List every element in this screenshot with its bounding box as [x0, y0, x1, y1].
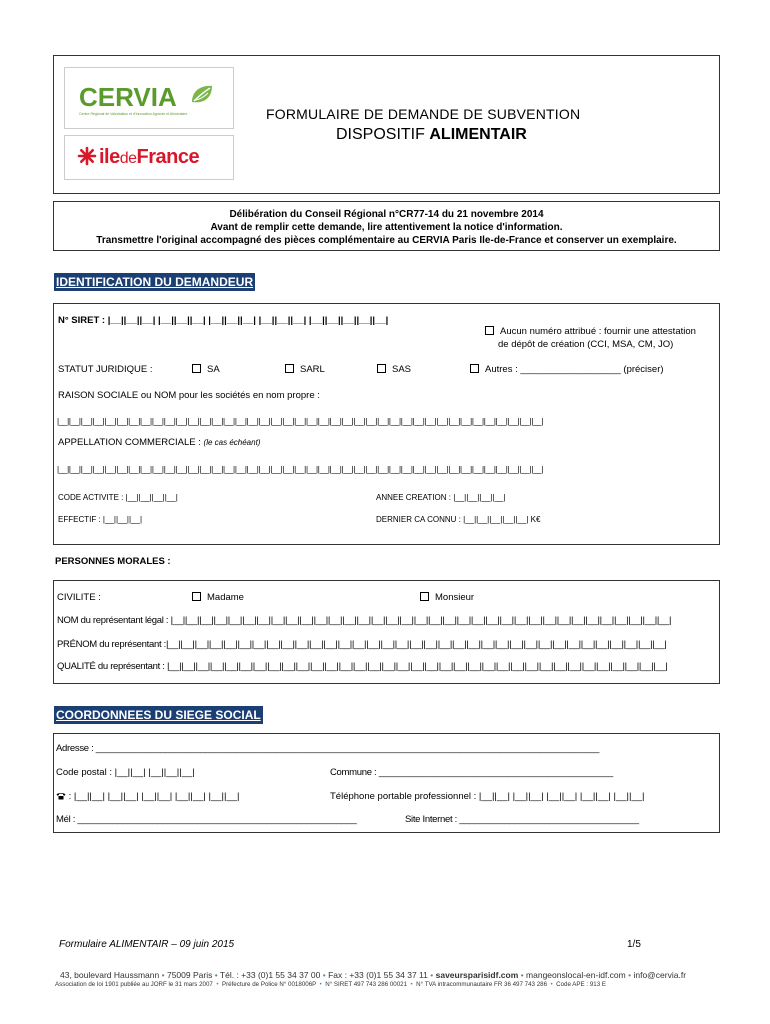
mel-field[interactable]: Mél : ________________________________________________________	[56, 814, 357, 825]
footer-email[interactable]: info@cervia.fr	[633, 970, 687, 980]
siret-field[interactable]	[58, 315, 388, 326]
personnes-morales-box	[53, 580, 720, 684]
legal-siret: N° SIRET 497 743 286 00021	[325, 981, 408, 988]
adresse-field[interactable]: Adresse : _____________________________________________________________________________________________________	[56, 743, 600, 754]
idf-logo-text	[99, 146, 199, 169]
statut-sa-checkbox[interactable]: SA	[192, 364, 220, 375]
commune-field[interactable]: Commune : _______________________________________________	[330, 767, 613, 778]
idf-ile: ile	[99, 146, 120, 168]
appellation-label	[58, 437, 260, 448]
appellation-field[interactable]: |__||__||__||__||__||__||__||__||__||__||__||__||__||__||__||__||__||__||__||__||__||__||__||__||__||__||__||__||__||__||__||__||__||__||__||__||__||__||__||__||__|	[57, 465, 544, 474]
statut-sarl-checkbox[interactable]: SARL	[285, 364, 325, 375]
legal-ape: Code APE : 913 E	[556, 981, 606, 988]
statut-sas-checkbox[interactable]: SAS	[377, 364, 411, 375]
code-postal-field[interactable]: Code postal : |__||__| |__||__||__|	[56, 767, 195, 778]
identification-section-title: IDENTIFICATION DU DEMANDEUR	[56, 275, 254, 289]
form-title-line2	[336, 126, 527, 144]
star-icon	[77, 146, 97, 166]
legal-tva: N° TVA intracommunautaire FR 36 497 743 286	[416, 981, 548, 988]
footer-street: 43, boulevard Haussmann	[60, 970, 160, 980]
footer-link-saveurs[interactable]: saveursparisidf.com	[435, 970, 519, 980]
telephone-field[interactable]	[56, 791, 240, 802]
title-prefix: DISPOSITIF	[336, 126, 425, 143]
civilite-madame-checkbox[interactable]: Madame	[192, 592, 244, 603]
idf-de: de	[119, 150, 137, 167]
identification-box	[53, 303, 720, 545]
personnes-morales-label: PERSONNES MORALES :	[55, 556, 171, 567]
annee-creation-field[interactable]: ANNEE CREATION : |__||__||__||__|	[376, 493, 506, 502]
telephone-portable-field[interactable]: Téléphone portable professionnel : |__||__| |__||__| |__||__| |__||__| |__||__|	[330, 791, 645, 802]
deliberation-line3: Transmettre l'original accompagné des pièces complémentaire au CERVIA Paris Ile-de-France et conserver un exemplaire.	[96, 235, 677, 246]
qualite-representant-field[interactable]: QUALITÉ du représentant : |__||__||__||__||__||__||__||__||__||__||__||__||__||__||__||__||__||__||__||__||__||__||__||__||__||__||__||__||__||__||__||__||__||__||__|	[57, 661, 668, 672]
no-siret-checkbox[interactable]: Aucun numéro attribué : fournir une attestation	[485, 326, 696, 337]
code-activite-field[interactable]: CODE ACTIVITE : |__||__||__||__|	[58, 493, 178, 502]
nom-representant-field[interactable]: NOM du représentant légal : |__||__||__||__||__||__||__||__||__||__||__||__||__||__||__||__||__||__||__||__||__||__||__||__||__||__||__||__||__||__||__||__||__||__||__|	[57, 615, 672, 626]
legal-prefecture: Préfecture de Police N° 0018006P	[221, 981, 317, 988]
title-main: ALIMENTAIR	[429, 126, 527, 143]
siege-section-title: COORDONNEES DU SIEGE SOCIAL	[56, 708, 261, 722]
siret-boxes[interactable]: |__||__||__| |__||__||__| |__||__||__| |__||__||__| |__||__||__||__||__|	[107, 315, 389, 326]
deliberation-line1: Délibération du Conseil Régional n°CR77-14 du 21 novembre 2014	[229, 209, 544, 220]
effectif-field[interactable]: EFFECTIF : |__||__||__|	[58, 515, 143, 524]
footer-address: 43, boulevard Haussmann • 75009 Paris • Tél. : +33 (0)1 55 34 37 00 • Fax : +33 (0)1 55 34 37 11 • saveursparisidf.com • mangeonslocal-en-idf.com • info@cervia.fr	[60, 970, 687, 980]
siret-label: N° SIRET :	[58, 315, 106, 326]
footer-fax: Fax : +33 (0)1 55 34 37 11	[328, 970, 428, 980]
civilite-label: CIVILITE :	[57, 592, 101, 603]
phone-icon	[56, 792, 66, 800]
legal-association: Association de loi 1901 publiée au JORF le 31 mars 2007	[55, 981, 213, 988]
footer-phone: Tél. : +33 (0)1 55 34 37 00	[219, 970, 321, 980]
footer-form-name: Formulaire ALIMENTAIR – 09 juin 2015	[59, 939, 235, 950]
appellation-note: (le cas échéant)	[203, 438, 261, 447]
no-siret-note: de dépôt de création (CCI, MSA, CM, JO)	[498, 339, 674, 350]
appellation-text: APPELLATION COMMERCIALE :	[58, 437, 201, 448]
telephone-boxes[interactable]: : |__||__| |__||__| |__||__| |__||__| |__||__|	[68, 791, 240, 802]
idf-logo	[64, 135, 234, 180]
cervia-logo	[64, 67, 234, 129]
form-title-line1: FORMULAIRE DE DEMANDE DE SUBVENTION	[266, 106, 581, 122]
prenom-representant-field[interactable]: PRÉNOM du représentant :|__||__||__||__||__||__||__||__||__||__||__||__||__||__||__||__||__||__||__||__||__||__||__||__||__||__||__||__||__||__||__||__||__||__||__|	[57, 639, 667, 650]
idf-france: France	[136, 146, 200, 168]
footer-page-number: 1/5	[627, 939, 641, 950]
footer-city: 75009 Paris	[166, 970, 213, 980]
raison-sociale-field[interactable]: |__||__||__||__||__||__||__||__||__||__||__||__||__||__||__||__||__||__||__||__||__||__||__||__||__||__||__||__||__||__||__||__||__||__||__||__||__||__||__||__||__|	[57, 417, 544, 426]
civilite-monsieur-checkbox[interactable]: Monsieur	[420, 592, 474, 603]
deliberation-line2: Avant de remplir cette demande, lire attentivement la notice d'information.	[210, 222, 563, 233]
cervia-logo-text: CERVIA	[79, 82, 177, 112]
cervia-logo-subtitle: Centre Régional de Valorisation et d'Innovation Agricole et Alimentaire	[79, 112, 188, 116]
footer-link-mangeons[interactable]: mangeonslocal-en-idf.com	[526, 970, 626, 980]
site-internet-field[interactable]: Site Internet : ____________________________________	[405, 814, 639, 825]
deliberation-box	[53, 201, 720, 251]
leaf-icon	[190, 84, 214, 106]
statut-autres-checkbox[interactable]: Autres : ___________________ (préciser)	[470, 364, 664, 375]
statut-label: STATUT JURIDIQUE :	[58, 364, 153, 375]
siege-box	[53, 733, 720, 833]
dernier-ca-field[interactable]: DERNIER CA CONNU : |__||__||__||__||__| K€	[376, 515, 541, 524]
footer-legal: Association de loi 1901 publiée au JORF le 31 mars 2007 • Préfecture de Police N° 0018006P • N° SIRET 497 743 286 00021 • N° TVA intracommunautaire FR 36 497 743 286 • Code APE : 913 E	[55, 981, 606, 988]
raison-sociale-label: RAISON SOCIALE ou NOM pour les sociétés en nom propre :	[58, 390, 320, 401]
